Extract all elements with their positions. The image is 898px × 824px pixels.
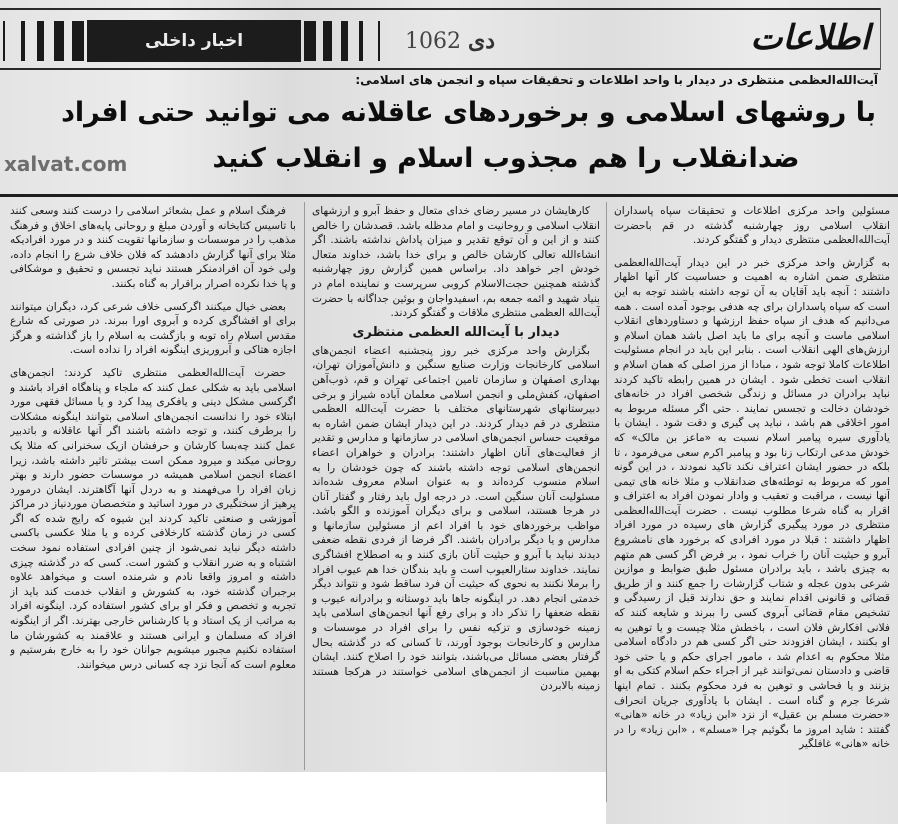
column-subheading: دیدار با آیت‌الله العظمی منتظری xyxy=(352,324,560,340)
headline-bottom-rule xyxy=(0,194,898,197)
date-year: 62 xyxy=(433,29,461,54)
paragraph: مسئولین واحد مرکزی اطلاعات و تحقیقات سپاه پاسداران انقلاب اسلامی روز چهارشنبه گذشته در قم باحضرت آیت‌الله‌العظمی منتظری دیدار و گفتگو کردند. xyxy=(614,205,890,247)
paragraph: به گزارش واحد مرکزی خبر در این دیدار آیت‌الله‌العظمی منتظری ضمن اشاره به اهمیت و حساسیت کار آنها اظهار داشتند : آنچه باید آقایان به آن توجه داشته باشند توجه به این است که سپاه پاسداران برای چه هدفی بوجود آمده است . همه می‌دانیم که هدف از سپاه حفظ ارزشها و دستاوردهای انقلاب اسلامی ماست و آنچه برای ما باید اصل باشد همان اسلام و ارزش‌های الهی انقلاب است . بنابر این باید در انجام مسئولیت اطلاعات کاملا توجه شود ، مبادا از مرز اصلی که همان اسلام و انقلاب است تخطی شود . ایشان در همین رابطه تاکید کردند نباید برادران در مسائل و زندگی شخصی افراد در خانه‌های خودشان دخالت و تجسس نمایند . حتی اگر مسئله مربوط به امور اخلاقی هم باشد ، نباید پی گیری و دقت شود . ایشان با یادآوری سیره پیامبر اسلام نسبت به «ماعز بن مالک» که خودش مدعی ارتکاب زنا بود و پیامبر اکرم سعی می‌فرمود ، تا بلکه در حضور ایشان اعتراف نکند تاکید نمودند ، در این گونه امور که مربوط به توطئه‌های ضدانقلاب و مثلا خانه های تیمی آنها نیست ، مراقبت و تعقیب و وادار نمودن افراد به اعتراف و اقرار به گناه شرعا مطلوب نیست . حضرت آیت‌الله‌العظمی منتظری در مورد پیگیری گزارش های رسیده در مورد افراد اظهار داشتند : قبلا در مورد افرادی که برخورد های نامشروع آبرو و حیثیت آنان را خراب نمود ، بر فرض اگر کسی هم متهم به چیزی باشد ، باید برادران مسئول طبق ضوابط و موازین شرعی بدون عجله و شتاب گزارشات را جمع کنند و از طریق قضائی و قانونی اقدام نمایند و حق ندارند قبل از رسیدگی و تشخیص مقام قضائی آبروی کسی را ببرند و شایعه کنند که فلانی افکارش فلان است ، باخطش مثلا چیست و یا توهین به او بکنند ، ایشان افزودند حتی اگر کسی هم در دادگاه اسلامی مثلا محکوم به اعدام شد ، مامور اجرای حکم و یا حتی خود قاضی و دادستان نمی‌توانند غیر از اجراء حکم اسلام کتکی به او بزنند و یا فحاشی و توهین به فرد محکوم بکنند . تمام اینها شرعا جرم و گناه است . ایشان با یادآوری جریان انحراف «حضرت مسلم بن عقیل» از نزد «ابن زیاد» در خانه «هانی» گفتند : شاید امروز ما بگوئیم چرا «مسلم» ، «ابن زیاد» را در خانه «هانی» غافلگیر xyxy=(614,256,890,751)
banner-left-stripes xyxy=(0,20,87,62)
column-divider xyxy=(304,202,305,770)
column-divider xyxy=(606,202,607,802)
headline-line-1: با روشهای اسلامی و برخوردهای عاقلانه می توانید حتی افراد xyxy=(61,97,876,128)
masthead-top-rule xyxy=(0,8,880,10)
banner-right-stripes xyxy=(301,20,380,62)
paragraph: بعضی خیال میکنند اگرکسی خلاف شرعی کرد، دیگران میتوانند برای او افشاگری کرده و آبروی اورا ببرند. در صورتی که شارع مقدس اسلام راه توبه و بازگشت به اسلام را باز گذاشته و هرگز اجازه هتاکی و آبروریزی اینگونه افراد را نداده است. xyxy=(10,300,296,357)
section-label: اخبار داخلی xyxy=(87,20,301,62)
headline-line-2: ضدانقلاب را هم مجذوب اسلام و انقلاب کنید xyxy=(212,143,800,174)
masthead-bottom-rule xyxy=(0,68,880,70)
blank-margin xyxy=(300,772,606,824)
article-kicker: آیت‌الله‌العظمی منتظری در دیدار با واحد اطلاعات و تحقیقات سپاه و انجمن های اسلامی: xyxy=(355,73,878,87)
date-month: دی xyxy=(468,28,496,54)
section-banner xyxy=(0,20,380,62)
issue-date xyxy=(405,28,495,54)
article-column-left xyxy=(10,204,296,770)
article-column-middle xyxy=(312,204,600,770)
paragraph: بگزارش واحد مرکزی خبر روز پنجشنبه اعضاء انجمن‌های اسلامی کارخانجات وزارت صنایع سنگین و دانش‌آموزان تهران، بهداری اصفهان و سازمان تامین اجتماعی تهران و قم، ذوب‌آهن اصفهان، کفش‌ملی و انجمن اسلامی معلمان آباده شیراز و برخی دبیرستانهای شهرستانهای مختلف با حضرت آیت‌الله العظمی منتظری در قم دیدار کردند. در این دیدار ایشان ضمن اشاره به موقعیت حساس انجمن‌های اسلامی در سازمانها و مدارس و تقدیر از فعالیت‌های آنان اظهار داشتند: برادران و خواهران اعضاء انجمن‌های اسلامی توجه داشته باشند که چون خودشان را به اسلام منسوب کرده‌اند و به عنوان اسلام معروف شده‌اند مسئولیت آنان سنگین است. در درجه اول باید رفتار و گفتار آنان در هرجا هستند، اسلامی و برای دیگران آموزنده و الگو باشد. مواظب برخوردهای خود با افراد اعم از مسئولین سازمانها و مدارس و یا دیگر برادران باشند. اگر فرضا از فردی نقطه ضعفی دیدند نباید با آبرو و حیثیت آنان بازی کنند و به اصطلاح افشاگری نمایند. خداوند ستارالعیوب است و باید بندگان خدا هم عیوب افراد را برملا نکنند به نحوی که حیثیت آن فرد ساقط شود و نتواند دیگر خدمتی انجام دهد. در اینگونه جاها باید دوستانه و برادرانه عیوب و نقطه ضعفها را تذکر داد و برای رفع آنها انجمن‌های اسلامی باید زمینه خودسازی و تزکیه نفس را برای افراد در موسسات و مدارس و کارخانجات بوجود آورند، تا کسانی که در گذشته بحال گرفتار بعضی مسائل می‌باشند، بتوانند خود را اصلاح کنند. ایشان بهمین مناسبت از انجمن‌های اسلامی خواستند در هرکجا هستند زمینه بالابردن xyxy=(312,344,600,693)
paragraph: فرهنگ اسلام و عمل بشعائر اسلامی را درست کنند وسعی کنند با تاسیس کتابخانه و آوردن مبلغ و روحانی پایه‌های اخلاق و فرهنگ مذهب را در موسسات و سازمانها تقویت کنند و در مورد افرادیکه مثلا برای آنها گزارش دادهشد که فلان خلاف شرع را انجام داده، ولی خود آن افرادمنکر هستند نباید تجسس و تحقیق و موشکافی و پا خدا نکرده اصرار براقرار به گناه بکنند. xyxy=(10,205,296,290)
blank-margin xyxy=(0,772,300,824)
watermark-text: xalvat.com xyxy=(4,152,128,176)
article-column-right xyxy=(614,204,890,824)
paragraph: کارهایشان در مسیر رضای خدای متعال و حفظ آبرو و ارزشهای انقلاب اسلامی و روحانیت و امام مدظله باشد. قصدشان را خالص کنند و از این و آن توقع تقدیر و میزان پاداش نداشته باشند. اگر انشاءالله تعالی کارشان خالص و برای خدا باشد، خداوند متعال خودش اجر خواهد داد. براساس همین گزارش روز چهارشنبه گذشته همچنین حجت‌الاسلام کروبی سرپرست و نماینده امام در بنیاد شهید و ائمه جمعه بم، اسفیدواجان و بوئین جداگانه با حضرت آیت‌الله العظمی منتظری ملاقات و گفتگو کردند. xyxy=(312,205,600,320)
newspaper-brand-logo: اطلاعات xyxy=(750,18,870,58)
paragraph: حضرت آیت‌الله‌العظمی منتظری تاکید کردند: انجمن‌های اسلامی باید به شکلی عمل کنند که ملجاء و پناهگاه افراد باشند و اگرکسی مشکل دینی و یافکری پیدا کرد و یا مسائل فقهی مورد ابتلاء خود را ندانست انجمن‌های اسلامی بتوانند اینگونه مشکلات را برطرف کنند، و توجه داشته باشند اگر آنها عاقلانه و باتدبیر عمل کنند چه‌بسا کارشان و حرفشان ازیک سخنرانی که مثلا یک روحانی میکند و میرود ممکن است بیشتر تاثیر داشته باشد، زیرا اعضاء انجمن اسلامی همیشه در موسسات حضور دارند و بهتر زبان افراد را می‌فهمند و به دردل آنها آگاهترند. ایشان درمورد پرهیز از سختگیری در مورد اساتید و متخصصان موردنیاز در مراکز آموزشی و صنعتی تاکید کردند این شیوه که رایج شده که اگر کسی در زمان گذشته کارخلافی کرده و یا مثلا عکسی باکسی داشته دیگر نباید نمی‌شود از چنین افرادی استفاده نمود سخت اشتباه و به ضرر انقلاب و کشور است. کسی که در گذشته چیزی داشته و امروز واقعا نادم و شرمنده است و میخواهد علاوه برجبران گذشته خود، به کشورش و انقلاب خدمت کند باید از تجربه و تخصص و فکر او برای کشور استفاده کرد. اینگونه افراد به مراتب از یک استاد و یا کارشناس خارجی بهترند. اگر از اینگونه افراد که مسلمان و ایرانی هستند و علاقمند به کشورشان ما استفاده نکنیم مجبور میشویم جوانان خود را به خارج بفرستیم و معلوم است که آنجا نزد چه کسانی درس میخوانند. xyxy=(10,366,296,671)
date-day: 10 xyxy=(405,29,433,54)
masthead-right-border xyxy=(880,8,881,70)
